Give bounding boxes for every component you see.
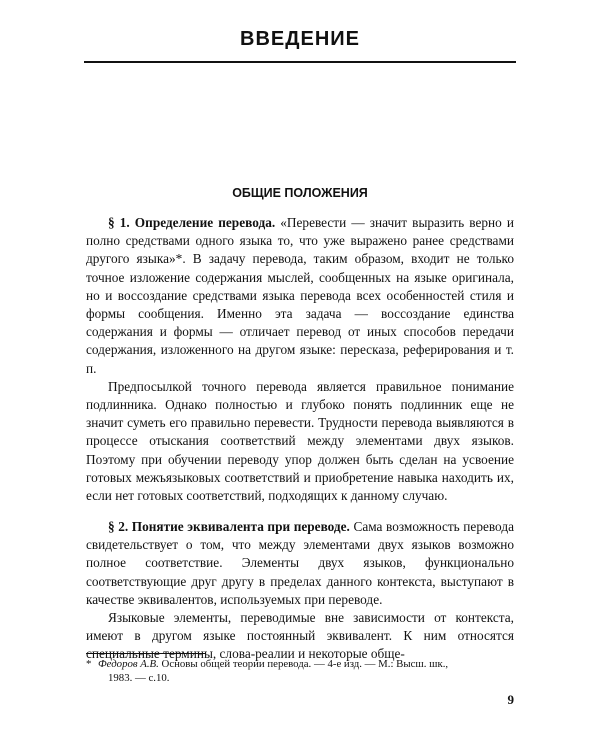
footnote-line-1 — [86, 657, 514, 671]
paragraph-3 — [86, 518, 514, 609]
body-text-lower — [86, 518, 514, 664]
paragraph-1-text: «Перевести — значит выразить верно и полно средствами одного языка то, что уже выражено ранее средствами другого языка»*. В задачу перевода, таким образом, входит не только точное изложение содержания мыслей, сообщенных на языке оригинала, но и воссоздание средствами языка перевода всех особенностей стиля и формы сообщения. Именно эта задача — воссоздание единства содержания и формы — отличает перевод от иных способов передачи содержания, изложенного на другом языке: пересказа, реферирования и т. п. — [86, 215, 514, 376]
paragraph-1-heading: § 1. Определение перевода. — [108, 215, 276, 230]
body-text-upper — [86, 214, 514, 505]
paragraph-1 — [86, 214, 514, 378]
title-rule — [84, 61, 516, 63]
footnote-mark: * — [86, 658, 92, 670]
page-number: 9 — [507, 692, 514, 707]
section-title: ОБЩИЕ ПОЛОЖЕНИЯ — [232, 186, 368, 200]
footnote — [86, 657, 514, 685]
paragraph-3-heading: § 2. Понятие эквивалента при переводе. — [108, 519, 350, 534]
footnote-rule — [86, 653, 206, 654]
footnote-line-2: 1983. — с.10. — [108, 672, 170, 684]
paragraph-4: Языковые элементы, переводимые вне зависимости от контекста, имеют в другом языке постоянный эквивалент. К ним относятся специальные термины, слова-реалии и некоторые обще- — [86, 610, 514, 662]
footnote-text: Основы общей теории перевода. — 4-е изд. — М.: Высш. шк., — [158, 658, 449, 670]
paragraph-2: Предпосылкой точного перевода является правильное понимание подлинника. Однако полностью и глубоко понять подлинник еще не значит суметь его правильно перевести. Трудности перевода выявляются в процессе отыскания соответствий между элементами двух языков. Поэтому при обучении переводу упор должен быть сделан на усвоение готовых межъязыковых соответствий и приобретение навыка находить их, если нет готовых соответствий, подходящих к данному случаю. — [86, 378, 514, 504]
footnote-author: Федоров А.В. — [98, 658, 159, 670]
chapter-title: ВВЕДЕНИЕ — [240, 28, 360, 50]
paragraph-3-text: Сама возможность перевода свидетельствует о том, что между элементами двух языков возможно полное соответствие. Элементы двух языков, функционально соответствующие друг другу в пределах данного контекста, выступают в качестве эквивалентов, используемых при переводе. — [86, 519, 514, 607]
